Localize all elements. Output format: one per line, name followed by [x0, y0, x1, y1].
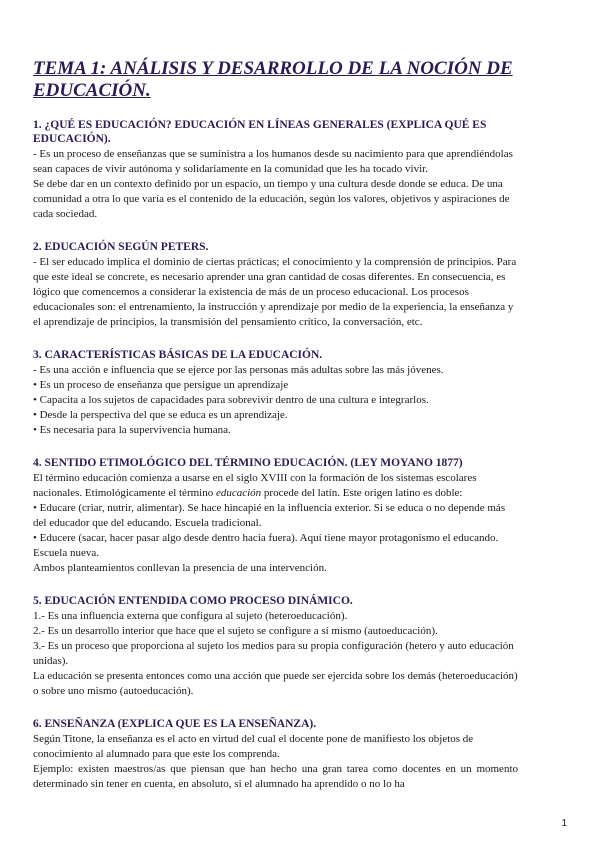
section-4-heading: 4. SENTIDO ETIMOLÓGICO DEL TÉRMINO EDUCACIÓN. (LEY MOYANO 1877)	[33, 457, 463, 469]
page-title: TEMA 1: ANÁLISIS Y DESARROLLO DE LA NOCIÓN DE EDUCACIÓN.	[33, 58, 513, 101]
section-5-heading: 5. EDUCACIÓN ENTENDIDA COMO PROCESO DINÁMICO.	[33, 595, 353, 607]
section-4-intro-before: El término educación comienza a usarse en el siglo XVIII con la formación de los sistemas escolares nacionales. Etimológicamente el término	[33, 472, 477, 499]
section-4-bullet-1: • Educare (criar, nutrir, alimentar). Se hace hincapié en la influencia exterior. Si se educa o no depende más del educador que del educando. Escuela tradicional.	[33, 502, 506, 529]
section-3-bullet-3: • Desde la perspectiva del que se educa es un aprendizaje.	[33, 409, 288, 421]
section-4-intro-italic: educación	[215, 487, 262, 499]
section-6-paragraph-2: Ejemplo: existen maestros/as que piensan que han hecho una gran tarea como docentes en un momento determinado sin tener en cuenta, en absoluto, si el alumnado ha aprendido o no lo ha	[33, 763, 518, 790]
section-6-paragraph-1: Según Titone, la enseñanza es el acto en virtud del cual el docente pone de manifiesto los objetos de conocimiento al alumnado para que este los comprenda.	[33, 733, 474, 760]
section-2-paragraph-1: - El ser educado implica el dominio de ciertas prácticas; el conocimiento y la comprensión de principios. Para que este ideal se concrete, es necesario aprender una gran cantidad de cosas diferentes. En consecuencia, es lógico que comencemos a considerar la existencia de más de un proceso educacional. Los procesos educacionales son: el entrenamiento, la instrucción y aprendizaje por medio de la experiencia, la enseñanza y el aprendizaje de principios, la transmisión del pensamiento crítico, la conversación, etc.	[33, 256, 517, 328]
section-3-heading: 3. CARACTERÍSTICAS BÁSICAS DE LA EDUCACIÓN.	[33, 349, 323, 361]
section-4-closing: Ambos planteamientos conllevan la presencia de una intervención.	[33, 562, 327, 574]
section-3-bullet-1: • Es un proceso de enseñanza que persigue un aprendizaje	[33, 379, 289, 391]
section-6-heading: 6. ENSEÑANZA (EXPLICA QUE ES LA ENSEÑANZA).	[33, 718, 317, 730]
section-3-bullet-2: • Capacita a los sujetos de capacidades para sobrevivir dentro de una cultura e integrarlos.	[33, 394, 429, 406]
page-content	[33, 58, 518, 792]
section-1-heading: 1. ¿QUÉ ES EDUCACIÓN? EDUCACIÓN EN LÍNEAS GENERALES (EXPLICA QUÉ ES EDUCACIÓN).	[33, 119, 487, 145]
section-1-paragraph-2: Se debe dar en un contexto definido por un espacio, un tiempo y una cultura desde donde se educa. De una comunidad a otra lo que varía es el contenido de la educación, según los valores, objetivos y aspiraciones de cada sociedad.	[33, 178, 510, 220]
page-number: 1	[561, 818, 567, 829]
section-5-item-3: 3.- Es un proceso que proporciona al sujeto los medios para su propia configuración (hetero y auto educación unidas).	[33, 640, 514, 667]
section-2-heading: 2. EDUCACIÓN SEGÚN PETERS.	[33, 241, 209, 253]
section-4-intro	[33, 471, 518, 501]
section-4-bullet-2: • Educere (sacar, hacer pasar algo desde dentro hacia fuera). Aquí tiene mayor protagonismo el educando. Escuela nueva.	[33, 532, 499, 559]
section-5-item-2: 2.- Es un desarrollo interior que hace que el sujeto se configure a sí mismo (autoeducación).	[33, 625, 438, 637]
section-3-bullet-4: • Es necesaria para la supervivencia humana.	[33, 424, 231, 436]
section-1-paragraph-1: - Es un proceso de enseñanzas que se suministra a los humanos desde su nacimiento para que aprendiéndolas sean capaces de vivir autónoma y solidariamente en la comunidad que les ha tocado vivir.	[33, 148, 513, 175]
section-5-item-1: 1.- Es una influencia externa que configura al sujeto (heteroeducación).	[33, 610, 348, 622]
section-5-closing: La educación se presenta entonces como una acción que puede ser ejercida sobre los demás (heteroeducación) o sobre uno mismo (autoeducación).	[33, 670, 518, 697]
section-3-line-1: - Es una acción e influencia que se ejerce por las personas más adultas sobre las más jóvenes.	[33, 364, 444, 376]
section-4-intro-after: procede del latín. Este origen latino es doble:	[261, 487, 463, 499]
